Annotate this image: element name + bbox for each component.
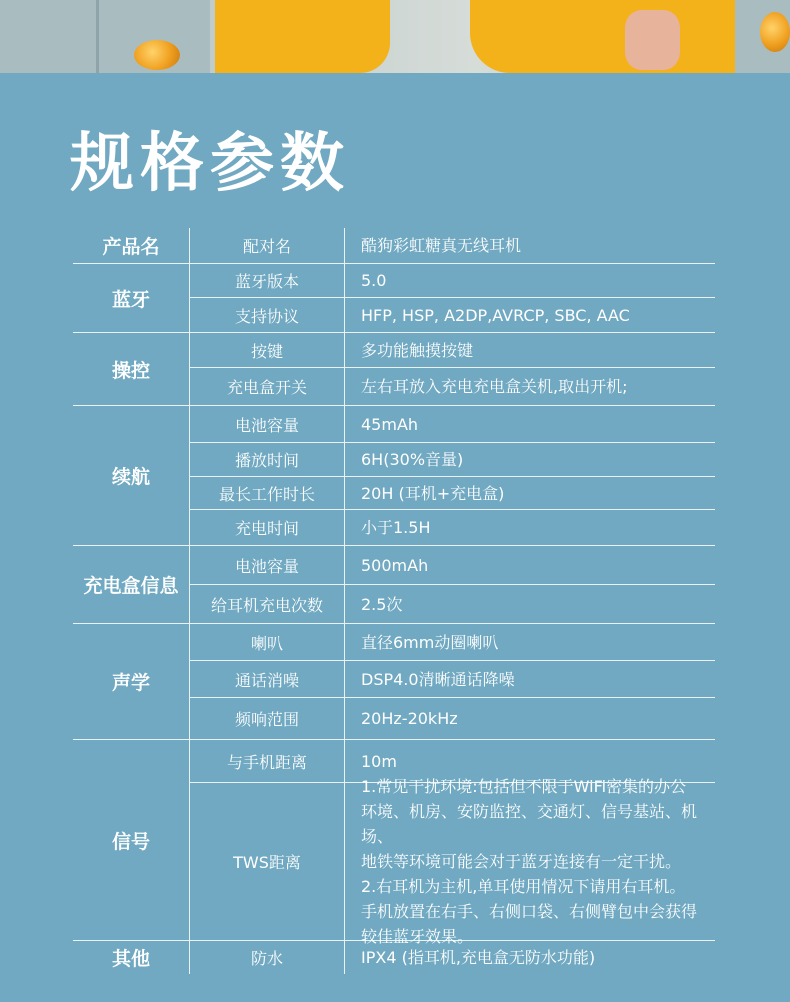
- spec-row: [190, 661, 715, 698]
- spec-key: 蓝牙版本: [190, 264, 345, 297]
- spec-row: [190, 443, 715, 477]
- spec-key: 给耳机充电次数: [190, 585, 345, 623]
- spec-key: 充电时间: [190, 510, 345, 545]
- spec-value: 6H(30%音量): [361, 450, 464, 469]
- spec-category: 操控: [73, 333, 190, 405]
- spec-row: [190, 698, 715, 739]
- spec-value: 45mAh: [361, 414, 419, 434]
- spec-row: [190, 777, 715, 946]
- yellow-hoodie-right: [470, 0, 735, 73]
- spec-value: 小于1.5H: [361, 518, 431, 537]
- spec-row: [190, 941, 715, 974]
- hand: [625, 10, 680, 70]
- spec-value: DSP4.0清晰通话降噪: [361, 669, 515, 689]
- spec-category: 信号: [73, 740, 190, 940]
- spec-group: [73, 740, 715, 946]
- page-title: 规格参数: [70, 127, 350, 201]
- spec-category: 充电盒信息: [73, 546, 190, 623]
- van-seam: [96, 0, 99, 73]
- spec-value: 酷狗彩虹糖真无线耳机: [361, 236, 522, 255]
- spec-key: 通话消噪: [190, 661, 345, 697]
- spec-key: 电池容量: [190, 406, 345, 442]
- spec-row: [190, 624, 715, 661]
- spec-row: [190, 406, 715, 443]
- spec-key: 播放时间: [190, 443, 345, 476]
- spec-value: 直径6mm动圈喇叭: [361, 632, 499, 652]
- spec-group: [73, 264, 715, 333]
- spec-group: [73, 546, 715, 624]
- spec-category: 续航: [73, 406, 190, 545]
- spec-key: 最长工作时长: [190, 477, 345, 509]
- spec-key: 电池容量: [190, 546, 345, 584]
- spec-value: 20Hz-20kHz: [361, 709, 458, 728]
- spec-row: [190, 333, 715, 368]
- van-panel-left: [0, 0, 210, 73]
- spec-value: IPX4 (指耳机,充电盒无防水功能): [361, 948, 596, 967]
- spec-row: [190, 546, 715, 585]
- spec-row: [190, 298, 715, 332]
- spec-group: [73, 228, 715, 264]
- spec-value: 5.0: [361, 271, 387, 290]
- spec-value: 10m: [361, 751, 397, 771]
- spec-row: [190, 510, 715, 545]
- orange-lamp-left: [134, 40, 180, 70]
- spec-category: 蓝牙: [73, 264, 190, 332]
- spec-key: 喇叭: [190, 624, 345, 660]
- spec-key: 频响范围: [190, 698, 345, 739]
- spec-value: 500mAh: [361, 555, 429, 575]
- spec-row: [190, 228, 715, 263]
- spec-row: [190, 264, 715, 298]
- spec-category: 声学: [73, 624, 190, 739]
- spec-value: 1.常见干扰环境:包括但不限于WiFi密集的办公 环境、机房、安防监控、交通灯、信号基站、机场、 地铁等环境可能会对于蓝牙连接有一定干扰。 2.右耳机为主机,单耳使用情况下请用右耳机。 手机放置在右手、右侧口袋、右侧臂包中会获得 较佳蓝牙效果。: [361, 777, 698, 946]
- spec-value: 2.5次: [361, 594, 403, 614]
- spec-key: 配对名: [190, 228, 345, 263]
- spec-group: [73, 406, 715, 546]
- spec-key: 按键: [190, 333, 345, 367]
- spec-value: HFP, HSP, A2DP,AVRCP, SBC, AAC: [361, 305, 630, 325]
- hero-photo-strip: [0, 0, 790, 73]
- spec-category: 其他: [73, 941, 190, 974]
- spec-value: 20H (耳机+充电盒): [361, 483, 505, 503]
- spec-row: [190, 477, 715, 510]
- spec-key: 与手机距离: [190, 740, 345, 782]
- yellow-hoodie-left: [215, 0, 390, 73]
- spec-group: [73, 941, 715, 974]
- spec-key: 支持协议: [190, 298, 345, 332]
- spec-key: 防水: [190, 941, 345, 974]
- spec-group: [73, 624, 715, 740]
- spec-table: [73, 228, 715, 974]
- spec-group: [73, 333, 715, 406]
- spec-key: TWS距离: [190, 783, 345, 940]
- spec-category: 产品名: [73, 228, 190, 263]
- spec-key: 充电盒开关: [190, 368, 345, 405]
- orange-lamp-right: [760, 12, 790, 52]
- spec-row: [190, 585, 715, 623]
- spec-row: [190, 368, 715, 405]
- spec-value: 左右耳放入充电充电盒关机,取出开机;: [361, 377, 628, 396]
- spec-value: 多功能触摸按键: [361, 340, 474, 360]
